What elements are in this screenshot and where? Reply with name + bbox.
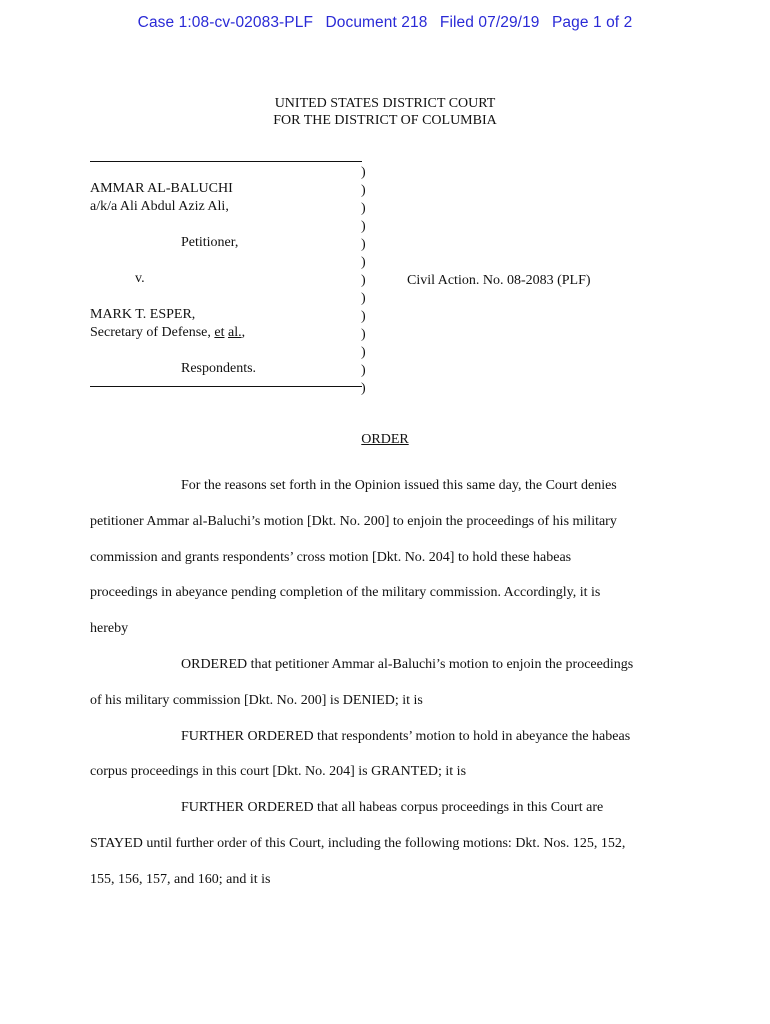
paren: ) [361, 237, 366, 252]
paren: ) [361, 327, 366, 342]
paren: ) [361, 165, 366, 180]
petitioner-aka: a/k/a Ali Abdul Aziz Ali, [90, 199, 229, 214]
paragraph-ordered-granted: FURTHER ORDERED that respondents’ motion to hold in abeyance the habeas corpus proceedings in this court [Dkt. No. 204] is GRANTED; it is [90, 728, 631, 780]
paren: ) [361, 345, 366, 360]
paragraph-ordered-denied: ORDERED that petitioner Ammar al-Baluchi’s motion to enjoin the proceedings of his military commission [Dkt. No. 200] is DENIED; it is [90, 656, 634, 708]
paren: ) [361, 291, 366, 306]
caption-paren-column [361, 164, 366, 398]
paragraph-intro: For the reasons set forth in the Opinion issued this same day, the Court denies petitioner Ammar al-Baluchi’s motion [Dkt. No. 200] to enjoin the proceedings of his military commission and grants respondents’ cross motion [Dkt. No. 204] to hold these habeas proceedings in abeyance pending completion of the military commission. Accordingly, it is hereby [90, 478, 617, 637]
order-body [90, 468, 672, 898]
case-caption [90, 161, 362, 387]
court-name: UNITED STATES DISTRICT COURT [274, 96, 496, 111]
civil-action-number: Civil Action. No. 08-2083 (PLF) [407, 273, 591, 288]
respondent-title: Secretary of Defense, et al., [90, 325, 246, 340]
respondent-name: MARK T. ESPER, [90, 307, 196, 322]
respondent-role: Respondents. [181, 361, 257, 376]
paragraph-ordered-stayed: FURTHER ORDERED that all habeas corpus proceedings in this Court are STAYED until further order of this Court, including the following motions: Dkt. Nos. 125, 152, 155, 156, 157, and 160; and it is [90, 800, 626, 887]
paren: ) [361, 309, 366, 324]
filed-date: Filed 07/29/19 [439, 14, 540, 31]
order-title: ORDER [361, 432, 409, 447]
paren: ) [361, 363, 366, 378]
ecf-header-stamp [0, 14, 770, 32]
caption-bottom-rule [90, 386, 362, 387]
court-district: FOR THE DISTRICT OF COLUMBIA [273, 113, 497, 128]
paren: ) [361, 183, 366, 198]
court-heading [0, 95, 770, 129]
al-text: al. [228, 325, 242, 340]
et-text: et [214, 325, 225, 340]
petitioner-name: AMMAR AL-BALUCHI [90, 181, 233, 196]
document-number: Document 218 [325, 14, 428, 31]
paren: ) [361, 381, 366, 396]
petitioner-role: Petitioner, [181, 235, 239, 250]
paren: ) [361, 201, 366, 216]
paren: ) [361, 255, 366, 270]
page-indicator: Page 1 of 2 [551, 14, 633, 31]
versus: v. [135, 271, 145, 286]
case-number: Case 1:08-cv-02083-PLF [137, 14, 314, 31]
paren: ) [361, 273, 366, 288]
paren: ) [361, 219, 366, 234]
